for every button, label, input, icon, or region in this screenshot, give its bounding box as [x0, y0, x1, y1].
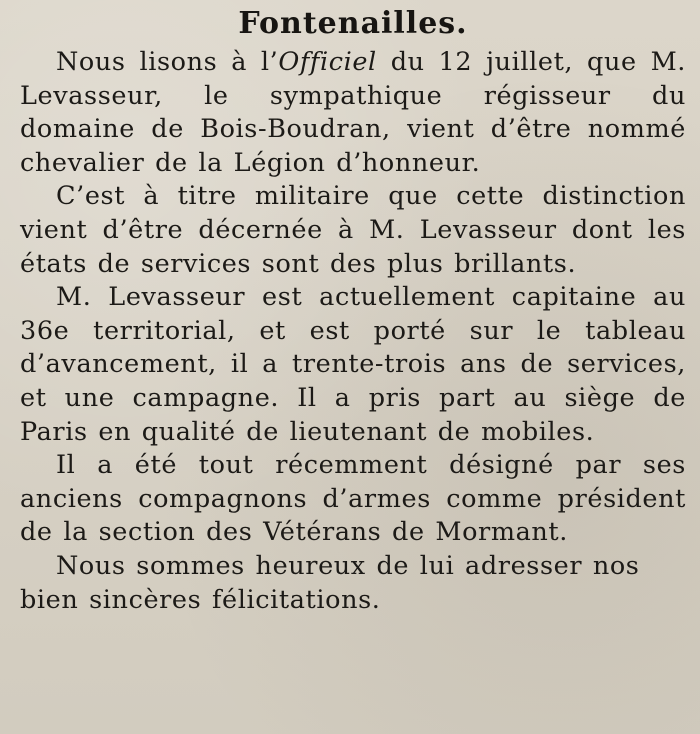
- paragraph-3-text: M. Levasseur est actuellement capitaine au 36e territorial, et est porté sur le tableau d’avancement, il a trente-trois ans de services, et une campagne. Il a pris part au siège de Paris en qualité de lieutenant de mobiles.: [20, 282, 686, 447]
- paragraph-4-text: Il a été tout récemment désigné par ses anciens compagnons d’armes comme président de la section des Vétérans de Mormant.: [20, 450, 686, 548]
- paragraph-1-after: du 12 juillet, que M. Levasseur, le sympathique régisseur du domaine de Bois-Boudran, vient d’être nommé chevalier de la Légion d’honneur.: [20, 47, 686, 178]
- article-title: Fontenailles.: [238, 6, 468, 41]
- paragraph-4: [20, 449, 686, 550]
- paragraph-5: [20, 550, 686, 617]
- newspaper-name: Officiel: [278, 47, 377, 77]
- paragraph-3: [20, 281, 686, 449]
- paragraph-2: [20, 180, 686, 281]
- paragraph-5-text: Nous sommes heureux de lui adresser nos bien sincères félicitations.: [20, 550, 640, 615]
- paragraph-1: [20, 46, 686, 180]
- paragraph-2-text: C’est à titre militaire que cette distinction vient d’être décernée à M. Levasseur dont les états de services sont des plus brillants.: [20, 181, 686, 279]
- paragraph-1-before: Nous lisons à l’: [56, 47, 279, 77]
